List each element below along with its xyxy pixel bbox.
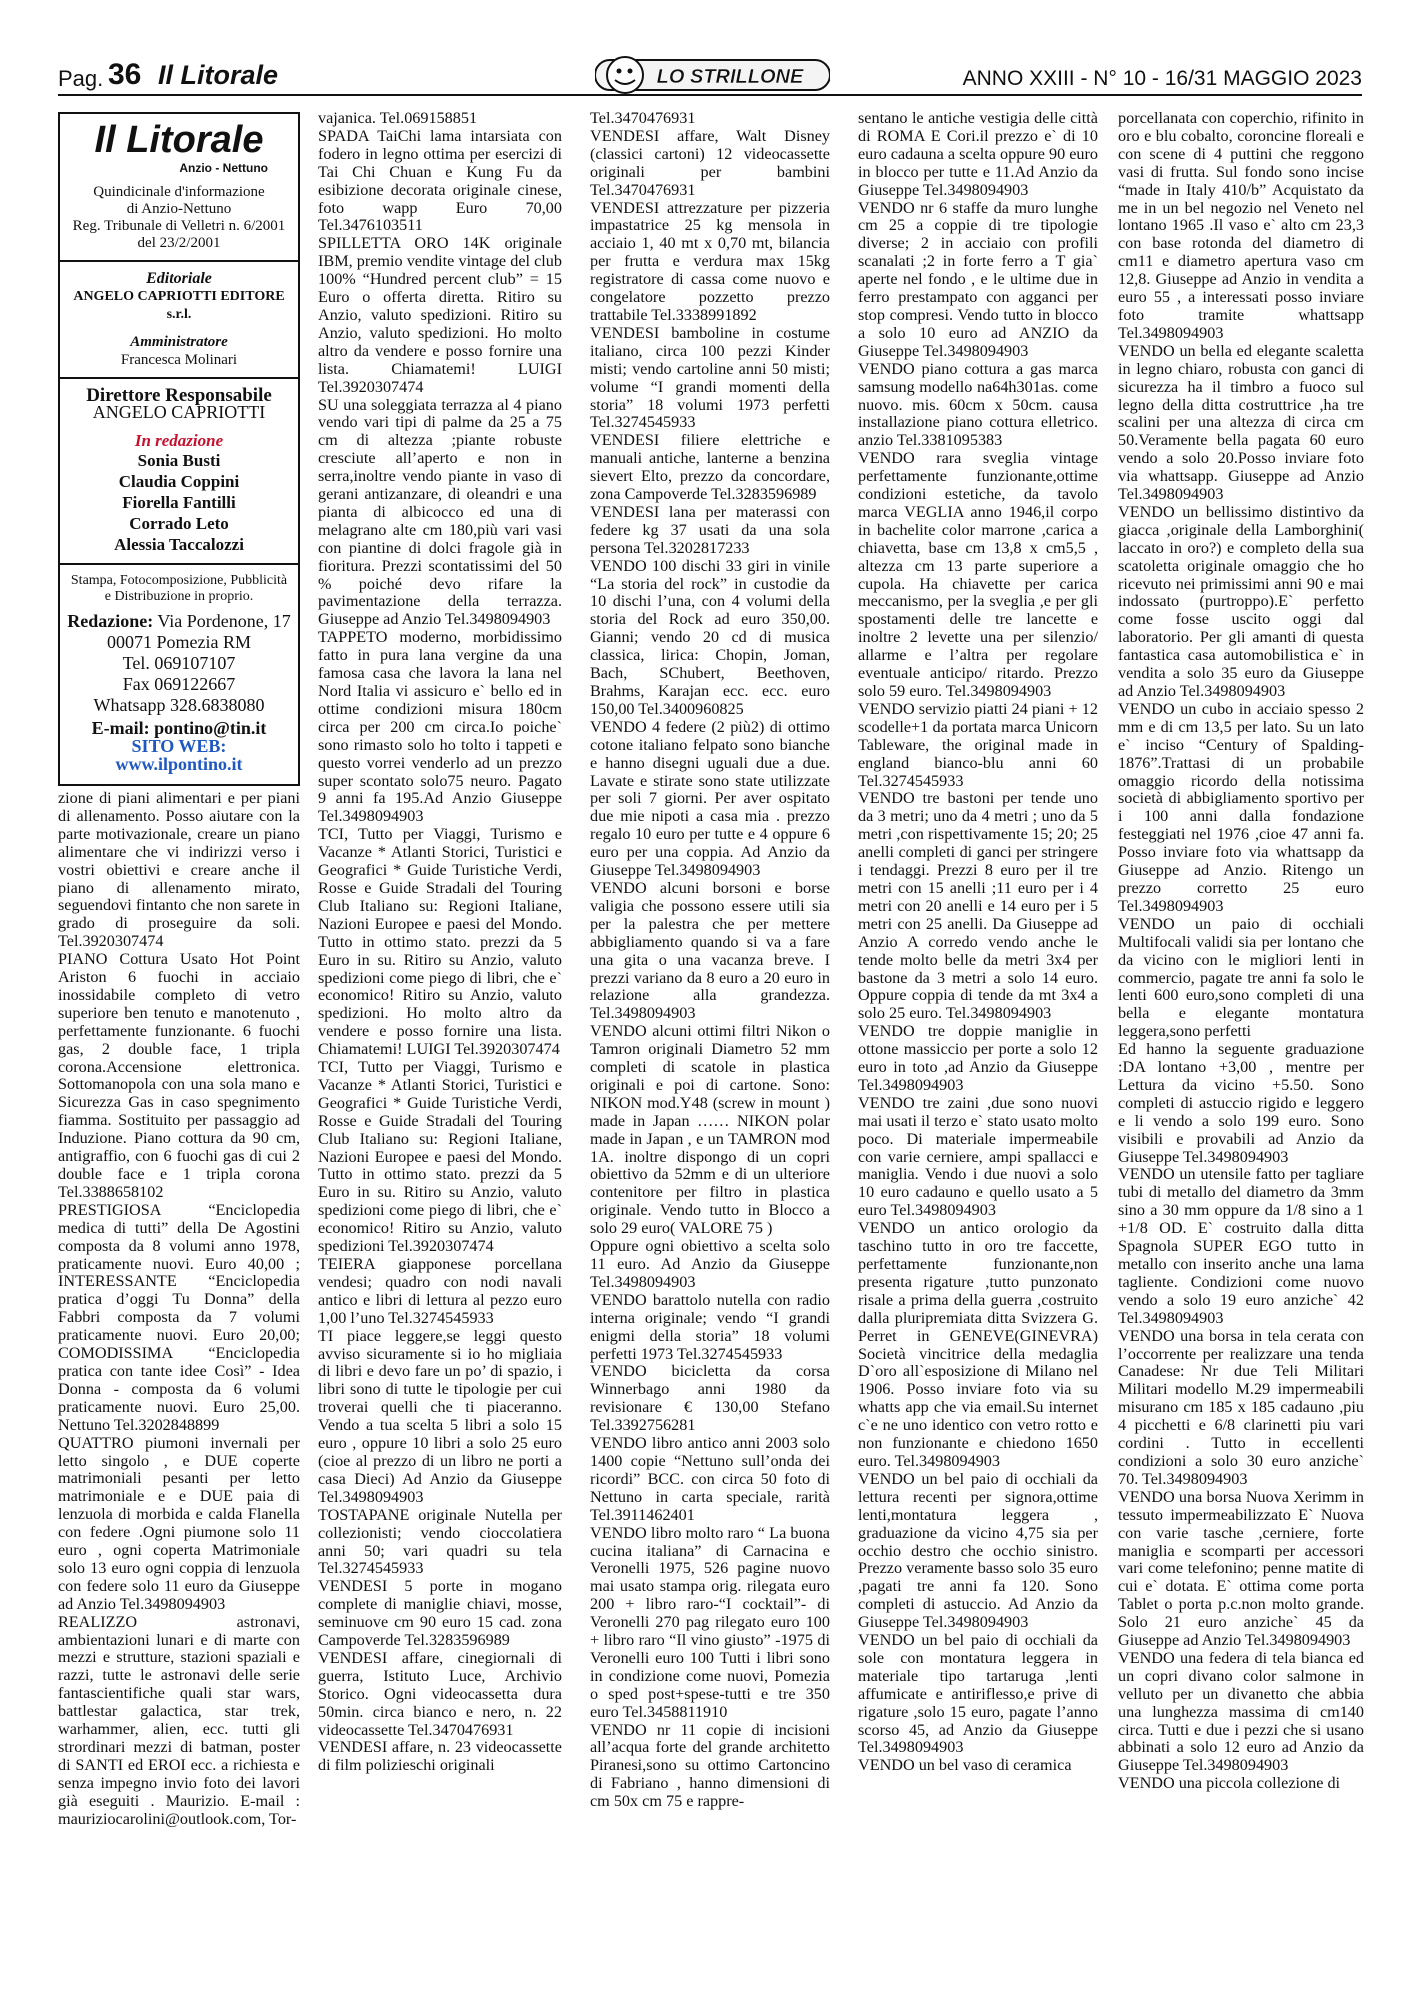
classified-ad: VENDO un paio di occhiali Multifocali validi sia per lontano che da vicino con le migliori lenti in commercio, pagate tre anni fa solo le lenti 600 euro,sono completi di una bella e elegante montatura leggera,sono perfetti	[1118, 914, 1364, 1041]
amministratore: Francesca Molinari	[120, 351, 238, 368]
classified-ad: TEIERA giapponese porcellana vendesi; quadro con nodi navali antico e libri di lettura al pezzo euro 1,00 l’uno Tel.3274545933	[318, 1255, 562, 1327]
classified-ad: porcellanata con coperchio, rifinito in oro e blu cobalto, coroncine floreali e con scene di 4 puttini che reggono vasi di frutta. Sul fondo sono incise “made in Italy 410/b” Acquistato da me in un bel negozio nel Veneto nel lontano 1965 .Il vaso e` alto cm 23,3 con base rotonda del diametro di cm11 e diametro apertura vaso cm 12,8. Giuseppe ad Anzio in vendita a euro 55 , a interessati posso inviare foto tramite whattsapp Tel.3498094903	[1118, 110, 1364, 342]
classified-ad: VENDESI attrezzature per pizzeria impastatrice 25 kg mensola in acciaio 1, 40 mt x 0,70 mt, bilancia per frutta e verdura max 15kg registratore di cassa come nuovo e congelatore pozzetto prezzo trattabile Tel.3338991892	[590, 198, 830, 324]
logo-text: LO STRILLONE	[656, 66, 804, 88]
page-header	[58, 58, 1362, 98]
classified-ad: VENDO una piccola collezione di	[1118, 1774, 1341, 1793]
ad-list	[1118, 110, 1364, 1793]
masthead-desc: del 23/2/2001	[137, 234, 221, 251]
classified-ad: REALIZZO astronavi, ambientazioni lunari e di marte con mezzi e strutture, stazioni spaziali e razzi, tutte le astronavi delle serie fantascientifiche quali star wars, battlestar galactica, star trek, warhammer, alien, ecc. tutti gli strordinari mezzi di batman, poster di SANTI ed EROI ecc. a richiesta e senza impegno invio foto dei lavori già eseguiti . Maurizio. E-mail : mauriziocarolini@outlook.com, Tor-	[58, 1612, 300, 1828]
classified-ad: VENDO una borsa in tela cerata con l’occorrente per realizzare una tenda Canadese: Nr due Teli Militari Militari modello M.29 impermeabili misurano cm 185 x 185 cadauno ,piu 4 picchetti e 6/8 clarinetti piu vari cordini . Tutto in eccellenti condizioni a solo 30 euro anziche` 70. Tel.3498094903	[1118, 1326, 1364, 1488]
divider	[60, 563, 298, 565]
whatsapp: Whatsapp 328.6838080	[93, 695, 265, 716]
staff-member: Fiorella Fantilli	[122, 493, 236, 513]
website-link[interactable]: SITO WEB: www.ilpontino.it	[115, 736, 243, 775]
classified-ad: TI piace leggere,se leggi questo avviso sicuramente si io ho migliaia di libri e devo fare un po’ di spazio, i libri sono di tutte le tipologie per cui troverai quelli che ti piaceranno. Vendo a tua scelta 5 libri a solo 15 euro , oppure 10 libri a solo 25 euro (cioe al prezzo di un libro ne porti a casa Dieci) Ad Anzio da Giuseppe Tel.3498094903	[318, 1326, 562, 1506]
ad-list	[590, 110, 830, 1811]
classified-ad: SPADA TaiChi lama intarsiata con fodero in legno ottima per esercizi di Tai Chi Chuan e Kung Fu da esibizione decorata originale cinese, foto wapp Euro 70,00 Tel.3476103511	[318, 126, 562, 235]
phone: Tel. 069107107	[122, 653, 236, 674]
classified-ad: SU una soleggiata terrazza al 4 piano vendo vari tipi di palme da 25 a 75 cm di altezza ;piante robuste cresciute all’aperto e non in serra,inoltre vendo piante in vaso di gerani antizanzare, di oleandri e una pianta di albicocco ed una di melagrano alte cm 180,più vari vasi con piantine di dolci fragole già in fioritura. Prezzi scontatissimi del 50 % poiché devo rifare la pavimentazione della terrazza. Giuseppe ad Anzio Tel.3498094903	[318, 395, 562, 629]
classified-ad: Tel.3470476931	[590, 110, 696, 127]
classified-ad: VENDO servizio piatti 24 piani + 12 scodelle+1 da portata marca Unicorn Tableware, the original made in england bianco-blu anni 60 Tel.3274545933	[858, 699, 1098, 790]
classified-ad: VENDO alcuni ottimi filtri Nikon o Tamron originali Diametro 52 mm completi di scatole in plastica originali e poi di cartone. Sono: NIKON mod.Y48 (screw in mount ) made in Japan …… NIKON polar made in Japan , e un TAMRON mod 1A. inoltre dispongo di un copri obiettivo da 52mm e di un ulteriore contenitore per filtro in plastica originale. Vendo tutto in Blocco a solo 29 euro( VALORE 75 )	[590, 1022, 830, 1238]
classified-ad: VENDESI bamboline in costume italiano, circa 100 pezzi Kinder misti; vendo cartoline anni 50 misti; volume “I grandi momenti della storia” 18 volumi 1973 perfetti Tel.3274545933	[590, 323, 830, 432]
redazione-address	[66, 611, 292, 632]
column-1	[58, 112, 300, 1992]
classified-ad: VENDO un bella ed elegante scaletta in legno chiaro, robusta con ganci di sicurezza ha il timbro a fuoco sul legno della ditta costruttrice ,ha tre scalini per una altezza di circa cm 50.Veramente bella pagata 60 euro vendo a solo 20.Posso inviare foto via whattsapp. Giuseppe ad Anzio Tel.3498094903	[1118, 341, 1364, 504]
classified-ad: VENDESI filiere elettriche e manuali antiche, lanterne a benzina sievert Elto, prezzo da concordare, zona Campoverde Tel.3283596989	[590, 431, 830, 504]
classified-ad: TOSTAPANE originale Nutella per collezionisti; vendo cioccolatiera anni 50; vari quadri su tela Tel.3274545933	[318, 1505, 562, 1578]
column-4	[858, 110, 1098, 1990]
classified-ad: VENDO rara sveglia vintage perfettamente funzionante,ottime condizioni estetiche, da tavolo marca VEGLIA anno 1946,il corpo in bachelite color marrone ,carica a chiavetta, base cm 13,8 x cm5,5 , altezza cm 13 parte superiore a cupola. Ha chiavette per carica meccanismo, per la sveglia ,e per gli spostamenti delle tre lancette e inoltre 2 levette una per silenzio/ allarme e l’altra per regolare eventuale anticipo/ ritardo. Prezzo solo 59 euro. Tel.3498094903	[858, 449, 1098, 700]
classified-ad: VENDO un cubo in acciaio spesso 2 mm e di cm 13,5 per lato. Su un lato e` inciso “Century of Spalding-1876”.Trattasi di un probabile omaggio ricordo della notissima società di abbigliamento sportivo per i 100 anni dalla fondazione festeggiati nel 1976 ,cioe 47 anni fa. Posso inviare foto via whattsapp da Giuseppe ad Anzio. Ritengo un prezzo corretto 25 euro Tel.3498094903	[1118, 699, 1364, 915]
classified-ad: VENDO alcuni borsoni e borse valigia che possono essere utili sia per la palestra che per mettere abbigliamento quando si va a fare una gita o una vacanza breve. I prezzi variano da 8 euro a 20 euro in relazione alla grandezza. Tel.3498094903	[590, 878, 830, 1023]
classified-ad: Oppure ogni obiettivo a scelta solo 11 euro. Ad Anzio da Giuseppe Tel.3498094903	[590, 1237, 830, 1291]
masthead-subtitle: Anzio - Nettuno	[179, 161, 268, 175]
classified-ad: QUATTRO piumoni invernali per letto singolo , e DUE coperte matrimoniali pesanti per letto matrimoniale e e DUE paia di lenzuola di morbida e calda Flanella con federe .Ogni piumone solo 11 euro , ogni coperta Matrimoniale solo 13 euro ogni coppia di lenzuola con federe solo 11 euro da Giuseppe ad Anzio Tel.3498094903	[58, 1433, 300, 1613]
fax: Fax 069122667	[122, 674, 236, 695]
staff-member: Claudia Coppini	[118, 472, 240, 492]
city: 00071 Pomezia RM	[107, 632, 251, 653]
classified-ad: VENDO tre doppie maniglie in ottone massiccio per porte a solo 12 euro in toto ,ad Anzio da Giuseppe Tel.3498094903	[858, 1022, 1098, 1094]
redazione-address-value: Via Pordenone, 17	[157, 611, 291, 632]
classified-ad: VENDO un bel paio di occhiali da sole con montatura leggera in materiale tipo tartaruga ,lenti affumicate e antiriflesso,e prive di rigature ,solo 15 euro, pagate l’anno scorso 45, ad Anzio da Giuseppe Tel.3498094903	[858, 1631, 1098, 1757]
masthead-desc: di Anzio-Nettuno	[126, 200, 232, 217]
classified-ad: VENDO un bel paio di occhiali da lettura recenti per signora,ottime lenti,montatura leggera , graduazione da vicino 4,75 sia per occhio destro che occhio sinistro. Prezzo veramente basso solo 35 euro ,pagati tre anni fa 120. Sono completi di astuccio. Ad Anzio da Giuseppe Tel.3498094903	[858, 1469, 1098, 1632]
column-3	[590, 110, 830, 1990]
classified-ad: VENDESI affare, n. 23 videocassette di film polizieschi originali	[318, 1738, 562, 1775]
editoriale: ANGELO CAPRIOTTI EDITORE s.r.l.	[73, 288, 285, 322]
classified-ad: TCI, Tutto per Viaggi, Turismo e Vacanze * Atlanti Storici, Turistici e Geografici * Guide Turistiche Verdi, Rosse e Guide Stradali del Touring Club Italiano su: Regioni Italiane, Nazioni Europee e paesi del Mondo. Tutto in ottimo stato. prezzi da 5 Euro in su. Ritiro su Anzio, valuto spedizioni come piego di libri, che e` economico! Ritiro su Anzio, valuto spedizioni. Ho molto altro da vendere e posso fornire una lista. Chiamatemi! LUIGI Tel.3920307474	[318, 825, 562, 1059]
divider	[60, 260, 298, 262]
masthead-desc: Reg. Tribunale di Velletri n. 6/2001	[72, 217, 286, 234]
classified-ad: sentano le antiche vestigia delle città di ROMA E Cori.il prezzo e` di 10 euro cadauna a scelta oppure 90 euro in blocco per tutte e 11.Ad Anzio da Giuseppe Tel.3498094903	[858, 110, 1098, 199]
classified-ad: VENDO barattolo nutella con radio interna originale; vendo “I grandi enigmi della storia” 18 volumi perfetti 1973 Tel.3274545933	[590, 1290, 830, 1363]
classified-ad: VENDO un utensile fatto per tagliare tubi di metallo del diametro da 3mm sino a 30 mm oppure da 1/8 sino a 1 +1/8 OD. E` costruito dalla ditta Spagnola SUPER EGO tutto in metallo con inserito anche una lama tagliente. Condizioni come nuovo vendo a solo 19 euro anziche` 42 Tel.3498094903	[1118, 1165, 1364, 1327]
classified-ad: Ed hanno la seguente graduazione :DA lontano +3,00 , mentre per Lettura da vicino +5.50. Sono completi di astuccio rigido e leggero e li vendo a solo 199 euro. Sono visibili e provabili ad Anzio da Giuseppe Tel.3498094903	[1118, 1040, 1364, 1166]
stampa-info: e Distribuzione in proprio.	[104, 589, 254, 605]
amministratore-label: Amministratore	[130, 333, 228, 350]
page-label: Pag.	[58, 66, 104, 91]
classified-ad: SPILLETTA ORO 14K originale IBM, premio vendite vintage del club 100% “Hundred percent club” = 15 Euro o offerta diretta. Ritiro su Anzio, valuto spedizioni. Ritiro su Anzio, valuto spedizioni. Ho molto altro da vendere e posso fornire una lista. Chiamatemi! LUIGI Tel.3920307474	[318, 234, 562, 396]
classified-ad: VENDO libro antico anni 2003 solo 1400 copie “Nettuno sull’onda dei ricordi” BCC. con circa 50 foto di Nettuno in carta speciale, rarità Tel.3911462401	[590, 1434, 830, 1524]
column-2	[318, 110, 562, 1990]
lo-strillone-logo	[595, 54, 830, 96]
masthead-box	[58, 112, 300, 786]
direttore-label: Direttore Responsabile	[86, 384, 272, 406]
classified-ad: VENDESI 5 porte in mogano complete di maniglie chiavi, mosse, seminuove cm 90 euro 15 cad. zona Campoverde Tel.3283596989	[318, 1577, 562, 1650]
classified-ad: TCI, Tutto per Viaggi, Turismo e Vacanze * Atlanti Storici, Turistici e Geografici * Guide Turistiche Verdi, Rosse e Guide Stradali del Touring Club Italiano su: Regioni Italiane, Nazioni Europee e paesi del Mondo. Tutto in ottimo stato. prezzi da 5 Euro in su. Ritiro su Anzio, valuto spedizioni come piego di libri, che e` economico! Ritiro su Anzio, valuto spedizioni Tel.3920307474	[318, 1058, 562, 1256]
staff-member: Alessia Taccalozzi	[114, 535, 244, 555]
classified-ad: VENDO una federa di tela bianca ed un copri divano color salmone in velluto per un divanetto che abbia una lunghezza massima di cm140 circa. Tutti e due i pezzi che si usano abbinati a solo 12 euro ad Anzio da Giuseppe Tel.3498094903	[1118, 1648, 1364, 1775]
classified-ad: VENDO piano cottura a gas marca samsung modello na64h301as. come nuovo. mis. 60cm x 50cm. causa installazione piano cottura elletrico. anzio Tel.3381095383	[858, 359, 1098, 450]
classified-ad: PIANO Cottura Usato Hot Point Ariston 6 fuochi in acciaio inossidabile completo di vetro superiore ben tenuto e manotenuto , perfettamente funzionante. 6 fuochi gas, 2 double face, 1 tripla corona.Accensione elettronica. Sottomanopola con una sola mano e Sicurezza Gas in caso spegnimento fiamma. Sostituito per passaggio ad Induzione. Piano cottura da 90 cm, antigraffio, con 6 fuochi gas di cui 2 double face e 1 tripla corona Tel.3388658102	[58, 950, 300, 1201]
classified-ad: VENDO bicicletta da corsa Winnerbago anni 1980 da revisionare € 130,00 Stefano Tel.3392756281	[590, 1362, 830, 1435]
ad-list	[58, 790, 300, 1829]
classified-ad: zione di piani alimentari e per piani di allenamento. Posso aiutare con la parte motivazionale, creare un piano alimentare che vi indirizzi verso i vostri obiettivi e creare anche il piano di allenamento mirato, seguendovi fintanto che non sarete in grado di proseguire da soli. Tel.3920307474	[58, 788, 300, 951]
redazione-address-label: Redazione:	[67, 611, 154, 632]
classified-ad: VENDO un bellissimo distintivo da giacca ,originale della Lamborghini( laccato in oro?) e completo della sua scatoletta originale omaggio che ho ricevuto nei primissimi anni 90 e mai indossato (purtroppo).E` perfetto come fosse uscito oggi dal laboratorio. Per gli amanti di questa fantastica casa automobilistica e` in vendita a solo 35 euro da Giuseppe ad Anzio Tel.3498094903	[1118, 502, 1364, 700]
email-link[interactable]: E-mail: pontino@tin.it	[91, 718, 267, 739]
classified-ad: TAPPETO moderno, morbidissimo fatto in pura lana vergine da una famosa casa che lavora la lana nel Nord Italia vi assicuro e` bello ed in ottime condizioni misura 180cm circa per 200 cm circa.Io poiche` sono rimasto solo ho tolto i tappeti e questo vorrei venderlo ad un prezzo super scontato solo75 neuro. Pagato 9 anni fa 195.Ad Anzio Giuseppe Tel.3498094903	[318, 628, 562, 826]
classified-ad: VENDO un antico orologio da taschino tutto in oro tre faccette, perfettamente funzionante,non presenta rigature ,tutto punzonato risale a prima della guerra ,costruito dalla pluripremiata ditta Svizzera G. Perret in GENEVE(GINEVRA) Società vincitrice della medaglia D`oro all`esposizione di Milano nel 1906. Posso inviare foto via su whatts app che via email.Su internet c`e ne uno identico con vetro rotto e non funzionante e chiedono 1650 euro. Tel.3498094903	[858, 1219, 1098, 1470]
header-rule	[58, 94, 1362, 96]
newspaper-title: Il Litorale	[158, 60, 279, 90]
redazione-label: In redazione	[134, 431, 224, 451]
direttore: ANGELO CAPRIOTTI	[92, 402, 266, 423]
classified-ad: VENDO nr 11 copie di incisioni all’acqua forte del grande architetto Piranesi,sono su ottimo Cartoncino di Fabriano , hanno dimensioni di cm 50x cm 75 e rappre-	[590, 1720, 830, 1811]
page-number: 36	[108, 58, 142, 91]
classified-ad: VENDO nr 6 staffe da muro lunghe cm 25 a coppie di tre tipologie diverse; 2 in acciaio con profili scanalati ;2 in forte ferro a T gia` aperte nel fondo , e le ultime due in ferro prestampato con agganci per stop compresi. Vendo tutto in blocco a solo 10 euro ad ANZIO da Giuseppe Tel.3498094903	[858, 198, 1098, 360]
classified-ad: VENDO libro molto raro “ La buona cucina italiana” di Carnacina e Veronelli 1975, 526 pagine nuovo mai usato stampa orig. rilegata euro 200 + libro raro-“I cocktail”- di Veronelli 270 pag rilegato euro 100 + libro raro “Il vino giusto” -1975 di Veronelli euro 100 Tutti i libri sono in condizione come nuovi, Pomezia o sped post+spese-tutti e tre 350 euro Tel.3458811910	[590, 1523, 830, 1721]
stampa-info: Stampa, Fotocomposizione, Pubblicità	[70, 573, 288, 589]
masthead-brand: Il Litorale	[94, 119, 264, 161]
staff-member: Sonia Busti	[137, 451, 221, 471]
editoriale-label: Editoriale	[146, 269, 212, 287]
issue-info: ANNO XXIII - N° 10 - 16/31 MAGGIO 2023	[962, 67, 1362, 90]
classified-ad: VENDO un bel vaso di ceramica	[858, 1756, 1072, 1775]
divider	[60, 377, 298, 379]
column-5	[1118, 110, 1364, 1990]
classified-ad: VENDO 4 federe (2 più2) di ottimo cotone italiano felpato sono bianche e hanno disegni uguali due a due. Lavate e stirate sono state utilizzate per soli 7 giorni. Per aver ospitato due mie nipoti a casa mia . prezzo regalo 10 euro per tutte e 4 oppure 6 euro per una coppia. Ad Anzio da Giuseppe Tel.3498094903	[590, 717, 830, 880]
ad-list	[858, 110, 1098, 1775]
classified-ad: VENDESI affare, Walt Disney (classici cartoni) 12 videocassette originali per bambini Tel.3470476931	[590, 126, 830, 199]
masthead-desc: Quindicinale d'informazione	[93, 183, 265, 200]
staff-member: Corrado Leto	[129, 514, 229, 534]
classified-ad: vajanica. Tel.069158851	[318, 110, 478, 127]
classified-ad: VENDESI affare, cinegiornali di guerra, Istituto Luce, Archivio Storico. Ogni videocassetta dura 50min. circa bianco e nero, n. 22 videocassette Tel.3470476931	[318, 1648, 562, 1739]
classified-ad: VENDO tre bastoni per tende uno da 3 metri; uno da 4 metri ; uno da 5 metri ,con rispettivamente 15; 20; 25 anelli completi di ganci per stringere i tendaggi. Prezzi 8 euro per il tre metri con 15 anelli ;11 euro per i 4 metri con 20 anelli e 14 euro per i 5 metri con 25 anelli. Da Giuseppe ad Anzio A corredo vendo anche le tende molto belle da metri 3x4 per bastone da 3 metri a solo 14 euro. Oppure coppia di tende da mt 3x4 a solo 25 euro. Tel.3498094903	[858, 789, 1098, 1023]
classified-ad: PRESTIGIOSA “Enciclopedia medica di tutti” della De Agostini composta da 8 volumi anno 1978, praticamente nuovi. Euro 40,00 ; INTERESSANTE “Enciclopedia pratica d’oggi Tu Donna” della Fabbri composta da 7 volumi praticamente nuovi. Euro 20,00; COMODISSIMA “Enciclopedia pratica con tante idee Così” - Idea Donna - composta da 6 volumi praticamente nuovi. Euro 25,00. Nettuno Tel.3202848899	[58, 1200, 300, 1434]
classified-ad: VENDESI lana per materassi con federe kg 37 usati da una sola persona Tel.3202817233	[590, 502, 830, 557]
classified-ad: VENDO una borsa Nuova Xerimm in tessuto impermeabilizzato E` Nuova con varie tasche ,cerniere, forte maniglia e scomparti per accessori vari come telefonino; penne matite di cui e` dotata. E` ottima come porta Tablet o porta p.c.non molto grande. Solo 21 euro anziche` 45 da Giuseppe ad Anzio Tel.3498094903	[1118, 1487, 1364, 1650]
classified-ad: VENDO tre zaini ,due sono nuovi mai usati il terzo e` stato usato molto poco. Di materiale impermeabile con varie cerniere, ampi spallacci e maniglia. Vendo i due nuovi a solo 10 euro cadauno e quello usato a 5 euro Tel.3498094903	[858, 1093, 1098, 1220]
classified-ad: VENDO 100 dischi 33 giri in vinile “La storia del rock” in custodie da 10 dischi l’una, con 4 volumi della storia del Rock ad euro 350,00. Gianni; vendo 20 cd di musica classica, lirica: Chopin, Joman, Bach, SChubert, Beethoven, Brahms, Karajan ecc. ecc. euro 150,00 Tel.3400960825	[590, 556, 830, 718]
ad-list	[318, 110, 562, 1775]
